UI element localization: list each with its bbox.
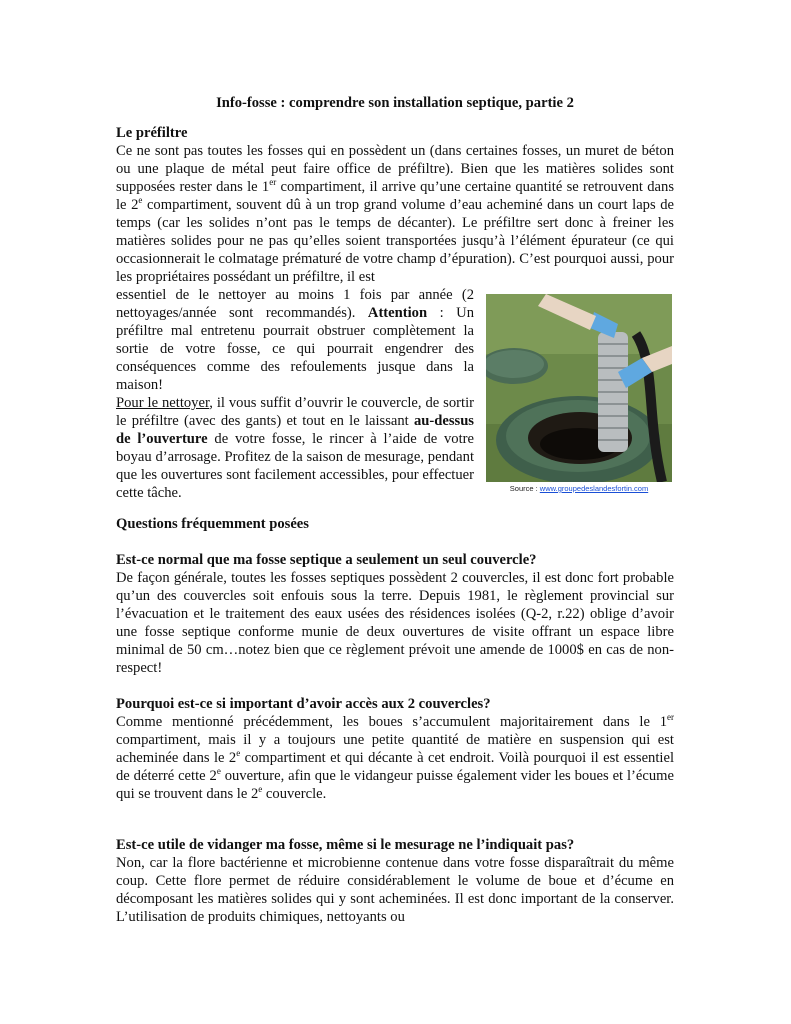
question-1-answer: De façon générale, toutes les fosses septiques possèdent 2 couvercles, il est donc fort probable qu’un des couvercles soit enfouis sous la terre. Depuis 1981, le règlement provincial sur l’évacuation et le traitement des eaux usées des résidences isolées (Q-2, r.22) oblige d’avoir une fosse septique conforme munie de deux ouvertures de visite offrant un espace libre minimal de 50 cm…notez bien que ce règlement prévoit une amende de 1000$ en cas de non-respect!: [116, 570, 674, 676]
prefilter-photo: [486, 294, 672, 482]
question-2-answer: Comme mentionné précédemment, les boues s’accumulent majoritairement dans le 1er compartiment, mais il y a toujours une petite quantité de matière en suspension qui est acheminée dans le 2e compartiment et qui décante à cet endroit. Voilà pourquoi il est essentiel de déterré cette 2e ouverture, afin que le vidangeur puisse également vider les boues et l’écume qui se trouvent dans le 2e couvercle.: [116, 712, 674, 802]
prefiltre-paragraph-1: Ce ne sont pas toutes les fosses qui en possèdent un (dans certaines fosses, un muret de béton ou une plaque de métal peut faire office de préfiltre). Bien que les matières solides sont supposées rester dans le 1er compartiment, il arrive qu’une certaine quantité se retrouvent dans le 2e compartiment, souvent dû à un trop grand volume d’eau acheminé dans un court laps de temps (car les solides n’ont pas le temps de décanter). Le préfiltre sert donc à freiner les matières solides pour ne pas qu’elles soient transportées jusqu’à l’élément épurateur (ce qui occasionnerait le colmatage prématuré de votre champ d’épuration). C’est pourquoi aussi, pour les propriétaires possédant un préfiltre, il est: [116, 143, 674, 285]
source-link[interactable]: www.groupedeslandesfortin.com: [539, 484, 649, 493]
question-3-title: Est-ce utile de vidanger ma fosse, même si le mesurage ne l’indiquait pas?: [116, 837, 575, 853]
prefiltre-paragraph-2: essentiel de le nettoyer au moins 1 fois par année (2 nettoyages/année sont recommandés). Attention : Un préfiltre mal entretenu pourrait obstruer complètement la sortie de votre fosse, ce qui pourrait engendrer des conséquences comme des refoulements jusque dans la maison!: [116, 287, 474, 393]
prefiltre-heading: Le préfiltre: [116, 125, 188, 141]
faq-heading: Questions fréquemment posées: [116, 516, 309, 532]
prefiltre-paragraph-3: Pour le nettoyer, il vous suffit d’ouvrir le couvercle, de sortir le préfiltre (avec des gants) et tout en le laissant au-dessus de l’ouverture de votre fosse, le rincer à l’aide de votre boyau d’arrosage. Profitez de la saison de mesurage, pendant que les ouvertures sont facilement accessibles, pour effectuer cette tâche.: [116, 395, 474, 501]
page-title: Info-fosse : comprendre son installation septique, partie 2: [216, 95, 574, 111]
faq-question-2: [116, 695, 674, 803]
question-1-title: Est-ce normal que ma fosse septique a seulement un seul couvercle?: [116, 552, 537, 568]
faq-heading-block: [116, 515, 674, 533]
question-2-title: Pourquoi est-ce si important d’avoir accès aux 2 couvercles?: [116, 696, 491, 712]
faq-question-1: [116, 551, 674, 677]
prefilter-photo-illustration: [486, 294, 672, 482]
photo-caption: Source : www.groupedeslandesfortin.com: [509, 484, 649, 493]
question-3-answer: Non, car la flore bactérienne et microbienne contenue dans votre fosse disparaîtrait du même coup. Cette flore permet de réduire considérablement le volume de boue et d’écume en décomposant les matières solides qui y sont acheminées. Il est donc important de la conserver. L’utilisation de produits chimiques, nettoyants ou: [116, 855, 674, 925]
faq-question-3: [116, 836, 674, 926]
clean-instructions-label: Pour le nettoyer: [116, 395, 210, 411]
